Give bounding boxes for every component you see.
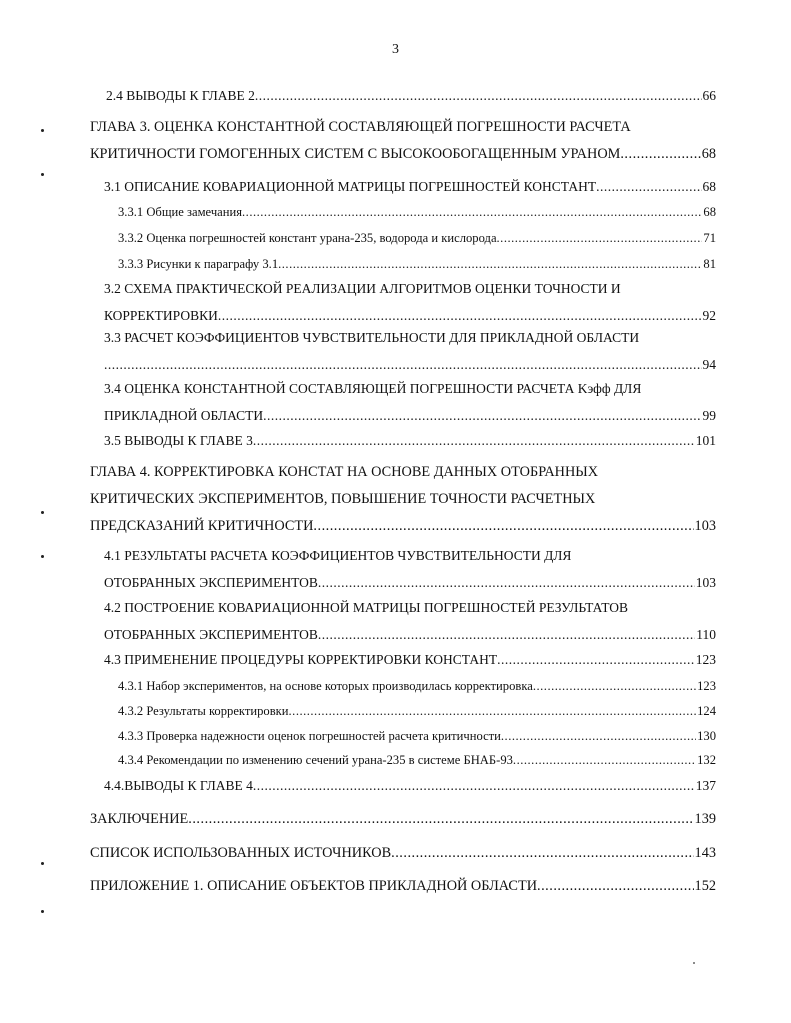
page-number: 3 [392,42,399,57]
toc-entry[interactable]: ЗАКЛЮЧЕНИЕ ..... 139 [90,812,716,827]
margin-dot [41,555,44,558]
margin-dot [41,862,44,865]
margin-dot [41,511,44,514]
toc-entry[interactable]: 4.3.3 Проверка надежности оценок погрешностей расчета критичности ..... 130 [118,729,716,744]
scan-speck [693,962,695,964]
toc-entry[interactable]: СПИСОК ИСПОЛЬЗОВАННЫХ ИСТОЧНИКОВ ..... 143 [90,846,716,861]
toc-entry[interactable]: 3.3.1 Общие замечания ..... 68 [118,205,716,220]
toc-entry[interactable]: 3.3.2 Оценка погрешностей констант урана-235, водорода и кислорода ..... 71 [118,231,716,246]
toc-entry[interactable]: 3.5 ВЫВОДЫ К ГЛАВЕ 3 ..... 101 [104,433,716,448]
margin-dot [41,129,44,132]
toc-entry[interactable]: 3.2 СХЕМА ПРАКТИЧЕСКОЙ РЕАЛИЗАЦИИ АЛГОРИТМОВ ОЦЕНКИ ТОЧНОСТИ И КОРРЕКТИРОВКИ ..... 92 [104,281,716,323]
margin-dot [41,173,44,176]
margin-dot [41,910,44,913]
toc-entry[interactable]: 4.3.2 Результаты корректировки ..... 124 [118,704,716,719]
toc-entry[interactable]: ГЛАВА 3. ОЦЕНКА КОНСТАНТНОЙ СОСТАВЛЯЮЩЕЙ ПОГРЕШНОСТИ РАСЧЕТА КРИТИЧНОСТИ ГОМОГЕННЫХ СИСТЕМ С ВЫСОКООБОГАЩЕННЫМ УРАНОМ ..... 68 [90,120,716,162]
toc-entry[interactable]: ПРИЛОЖЕНИЕ 1. ОПИСАНИЕ ОБЪЕКТОВ ПРИКЛАДНОЙ ОБЛАСТИ ..... 152 [90,879,716,894]
toc-entry[interactable]: ГЛАВА 4. КОРРЕКТИРОВКА КОНСТАТ НА ОСНОВЕ ДАННЫХ ОТОБРАННЫХ КРИТИЧЕСКИХ ЭКСПЕРИМЕНТОВ, ПОВЫШЕНИЕ ТОЧНОСТИ РАСЧЕТНЫХ ПРЕДСКАЗАНИЙ КРИТИЧНОСТИ ..... 103 [90,465,716,534]
toc-entry[interactable]: 4.3 ПРИМЕНЕНИЕ ПРОЦЕДУРЫ КОРРЕКТИРОВКИ КОНСТАНТ ..... 123 [104,652,716,667]
toc-entry[interactable]: 4.3.4 Рекомендации по изменению сечений урана-235 в системе БНАБ-93 ..... 132 [118,753,716,768]
toc-entry[interactable]: 4.3.1 Набор экспериментов, на основе которых производилась корректировка ..... 123 [118,679,716,694]
toc-entry[interactable]: 4.1 РЕЗУЛЬТАТЫ РАСЧЕТА КОЭФФИЦИЕНТОВ ЧУВСТВИТЕЛЬНОСТИ ДЛЯ ОТОБРАННЫХ ЭКСПЕРИМЕНТОВ ..... 103 [104,548,716,590]
toc-entry[interactable]: 3.3.3 Рисунки к параграфу 3.1 ..... 81 [118,257,716,272]
toc-entry[interactable]: 4.2 ПОСТРОЕНИЕ КОВАРИАЦИОННОЙ МАТРИЦЫ ПОГРЕШНОСТЕЙ РЕЗУЛЬТАТОВ ОТОБРАННЫХ ЭКСПЕРИМЕНТОВ ..... 110 [104,600,716,642]
toc-entry[interactable]: 3.1 ОПИСАНИЕ КОВАРИАЦИОННОЙ МАТРИЦЫ ПОГРЕШНОСТЕЙ КОНСТАНТ ..... 68 [104,179,716,194]
toc-entry[interactable]: 2.4 ВЫВОДЫ К ГЛАВЕ 2 ..... 66 [106,88,716,103]
toc-entry[interactable]: 4.4.ВЫВОДЫ К ГЛАВЕ 4 ..... 137 [104,778,716,793]
toc-entry[interactable]: 3.3 РАСЧЕТ КОЭФФИЦИЕНТОВ ЧУВСТВИТЕЛЬНОСТИ ДЛЯ ПРИКЛАДНОЙ ОБЛАСТИ ..... 94 [104,330,716,372]
toc-entry[interactable]: 3.4 ОЦЕНКА КОНСТАНТНОЙ СОСТАВЛЯЮЩЕЙ ПОГРЕШНОСТИ РАСЧЕТА Kэфф ДЛЯ ПРИКЛАДНОЙ ОБЛАСТИ ..... 99 [104,381,716,423]
